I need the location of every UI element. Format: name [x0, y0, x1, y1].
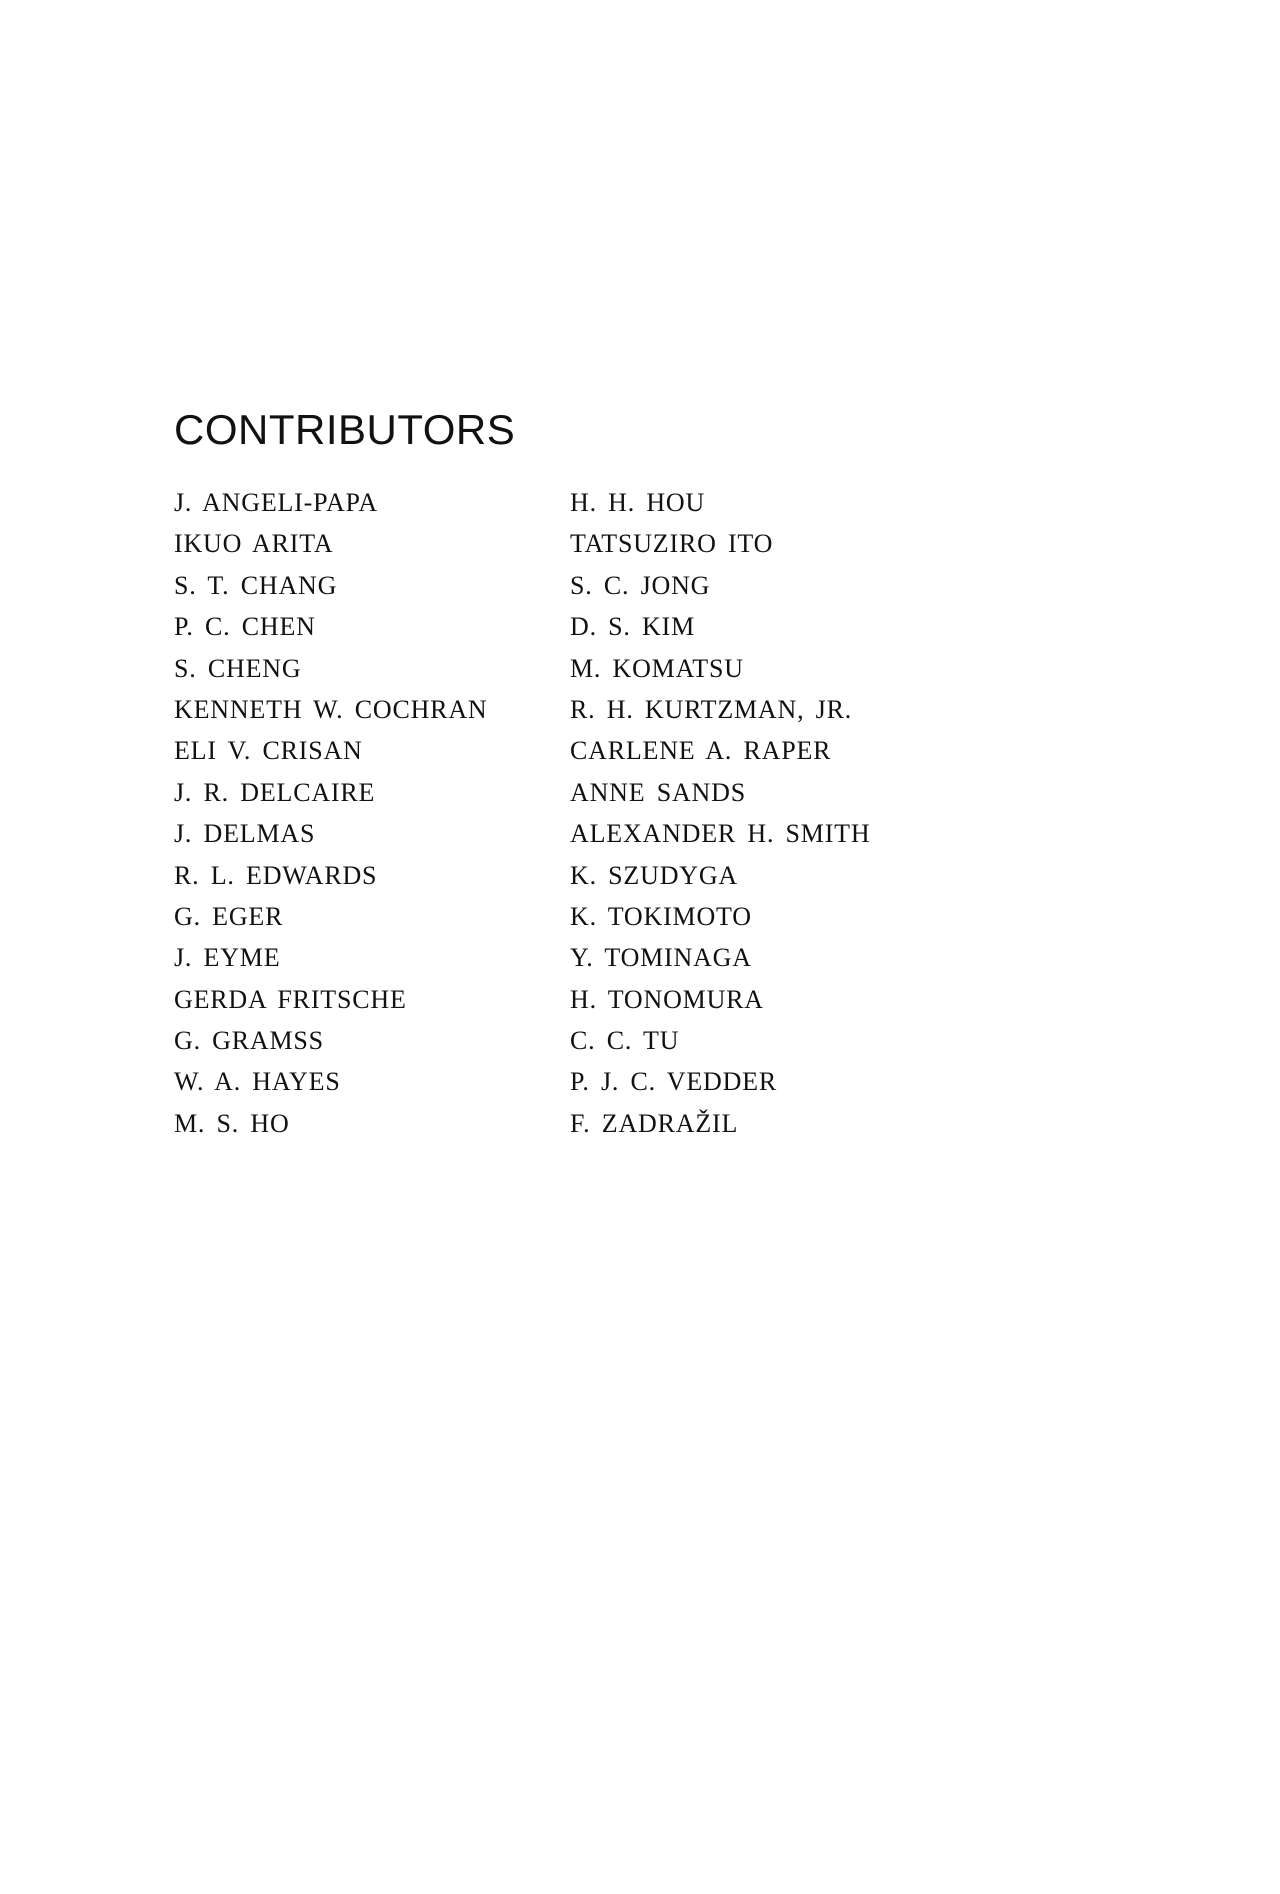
contributor-name: G. EGER: [174, 901, 284, 931]
contributors-right-column: [570, 482, 870, 1144]
contributor-name: G. GRAMSS: [174, 1026, 324, 1056]
contributor-name: H. H. HOU: [570, 488, 706, 517]
contributor-name: R. H. KURTZMAN, JR.: [570, 694, 853, 724]
contributor-name: CARLENE A. RAPER: [570, 736, 832, 766]
contributor-name: IKUO ARITA: [174, 529, 334, 559]
contributor-name: M. KOMATSU: [570, 653, 744, 683]
contributor-name: F. ZADRAŽIL: [570, 1108, 739, 1138]
contributors-left-column: [174, 482, 487, 1144]
contributor-name: GERDA FRITSCHE: [174, 984, 407, 1014]
contributor-name: J. R. DELCAIRE: [174, 777, 376, 807]
contributor-name: K. SZUDYGA: [570, 860, 738, 890]
contributor-name: S. T. CHANG: [174, 570, 338, 600]
contributor-name: ALEXANDER H. SMITH: [570, 819, 871, 849]
contributor-name: Y. TOMINAGA: [570, 943, 752, 973]
contributor-name: W. A. HAYES: [174, 1067, 341, 1097]
contributor-name: S. CHENG: [174, 653, 302, 683]
contributor-name: ANNE SANDS: [570, 777, 746, 807]
contributor-name: TATSUZIRO ITO: [570, 529, 774, 559]
contributor-name: D. S. KIM: [570, 612, 695, 642]
page-title: CONTRIBUTORS: [174, 406, 516, 453]
contributor-name: M. S. HO: [174, 1108, 290, 1138]
contributor-name: J. ANGELI-PAPA: [174, 488, 378, 517]
contributor-name: P. C. CHEN: [174, 612, 316, 642]
contributor-name: ELI V. CRISAN: [174, 736, 363, 766]
contributor-name: H. TONOMURA: [570, 984, 764, 1014]
contributor-name: J. DELMAS: [174, 819, 316, 849]
contributor-name: KENNETH W. COCHRAN: [174, 694, 488, 724]
contributor-name: P. J. C. VEDDER: [570, 1067, 778, 1097]
contributor-name: R. L. EDWARDS: [174, 860, 378, 890]
contributor-name: K. TOKIMOTO: [570, 901, 752, 931]
contributor-name: J. EYME: [174, 943, 281, 973]
contributor-name: C. C. TU: [570, 1026, 680, 1056]
contributor-name: S. C. JONG: [570, 570, 711, 600]
